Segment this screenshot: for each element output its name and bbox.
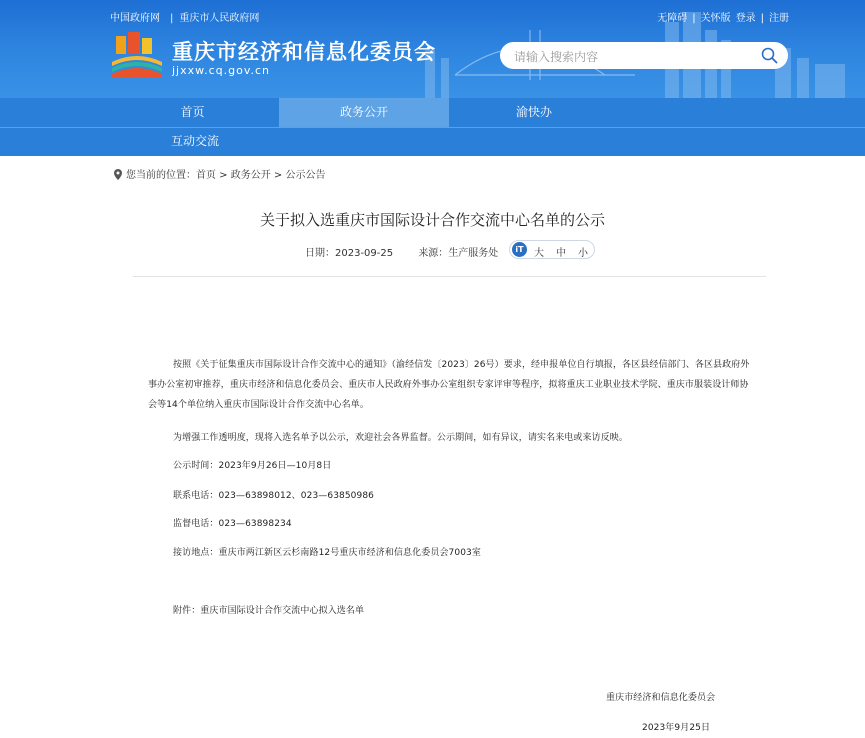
article-meta: [305, 244, 498, 259]
para-1-line-3: 会等14个单位纳入重庆市国际设计合作交流中心名单。: [148, 400, 369, 410]
nav-item-gov-affairs[interactable]: 政务公开: [279, 98, 449, 127]
attachment-link[interactable]: 附件：重庆市国际设计合作交流中心拟入选名单: [173, 606, 365, 616]
location-pin-icon: [114, 169, 122, 180]
para-1-line-2: 事办公室初审推荐，重庆市经济和信息化委员会、重庆市人民政府外事办公室组织专家评审等程序，拟将重庆工业职业技术学院、重庆市服装设计师协: [148, 380, 749, 390]
site-domain: jjxxw.cq.gov.cn: [172, 64, 271, 77]
login-link[interactable]: 登录: [735, 13, 756, 24]
font-size-large[interactable]: 大: [534, 248, 544, 259]
para-1-line-1: 按照《关于征集重庆市国际设计合作交流中心的通知》（渝经信发〔2023〕26号）要求，经申报单位自行填报，各区县经信部门、各区县政府外: [173, 360, 750, 370]
title-divider: [133, 276, 766, 277]
font-size-small[interactable]: 小: [578, 248, 588, 259]
font-size-medium[interactable]: 中: [556, 248, 566, 259]
top-link-gov[interactable]: 中国政府网: [110, 13, 160, 24]
search-icon[interactable]: [761, 47, 778, 64]
top-link-cq-gov[interactable]: 重庆市人民政府网: [179, 13, 260, 24]
site-header: [0, 0, 865, 98]
util-links: 无障碍 | 关怀版 登录 | 注册: [657, 13, 789, 24]
signature-org: 重庆市经济和信息化委员会: [606, 693, 716, 703]
reception-address: 接访地点：重庆市两江新区云杉南路12号重庆市经济和信息化委员会7003室: [173, 548, 481, 558]
logo-icon[interactable]: [112, 32, 162, 78]
accessibility-link[interactable]: 无障碍: [657, 13, 688, 24]
register-link[interactable]: 注册: [769, 13, 789, 24]
notice-period: 公示时间：2023年9月26日—10月8日: [173, 461, 332, 471]
search-input[interactable]: [512, 42, 756, 71]
top-links: 中国政府网 | 重庆市人民政府网: [110, 13, 260, 24]
care-mode-link[interactable]: 关怀版: [700, 13, 731, 24]
main-nav: [0, 98, 865, 156]
contact-phone: 联系电话：023—63898012、023—63850986: [173, 491, 374, 501]
search-box: [500, 42, 788, 69]
site-title[interactable]: 重庆市经济和信息化委员会: [172, 40, 436, 64]
article-title: 关于拟入选重庆市国际设计合作交流中心名单的公示: [259, 211, 605, 229]
para-2: 为增强工作透明度，现将入选名单予以公示，欢迎社会各界监督。公示期间，如有异议，请实名来电或来访反映。: [173, 433, 629, 443]
supervision-phone: 监督电话：023—63898234: [173, 519, 292, 529]
date-label: 日期：: [305, 248, 335, 259]
article-source: 生产服务处: [448, 248, 499, 259]
nav-item-home[interactable]: 首页: [180, 105, 205, 119]
signature-date: 2023年9月25日: [642, 723, 711, 733]
article-date: 2023-09-25: [335, 248, 394, 259]
breadcrumb: [114, 166, 325, 181]
font-size-switcher: [509, 240, 595, 259]
source-label: 来源：: [418, 248, 449, 259]
nav-item-interaction[interactable]: 互动交流: [170, 134, 219, 148]
nav-item-yukuaiban[interactable]: 渝快办: [515, 105, 552, 119]
breadcrumb-prefix: 您当前的位置：: [126, 170, 196, 181]
breadcrumb-path[interactable]: 首页 > 政务公开 > 公示公告: [196, 170, 326, 181]
font-size-icon: iT: [512, 242, 527, 257]
